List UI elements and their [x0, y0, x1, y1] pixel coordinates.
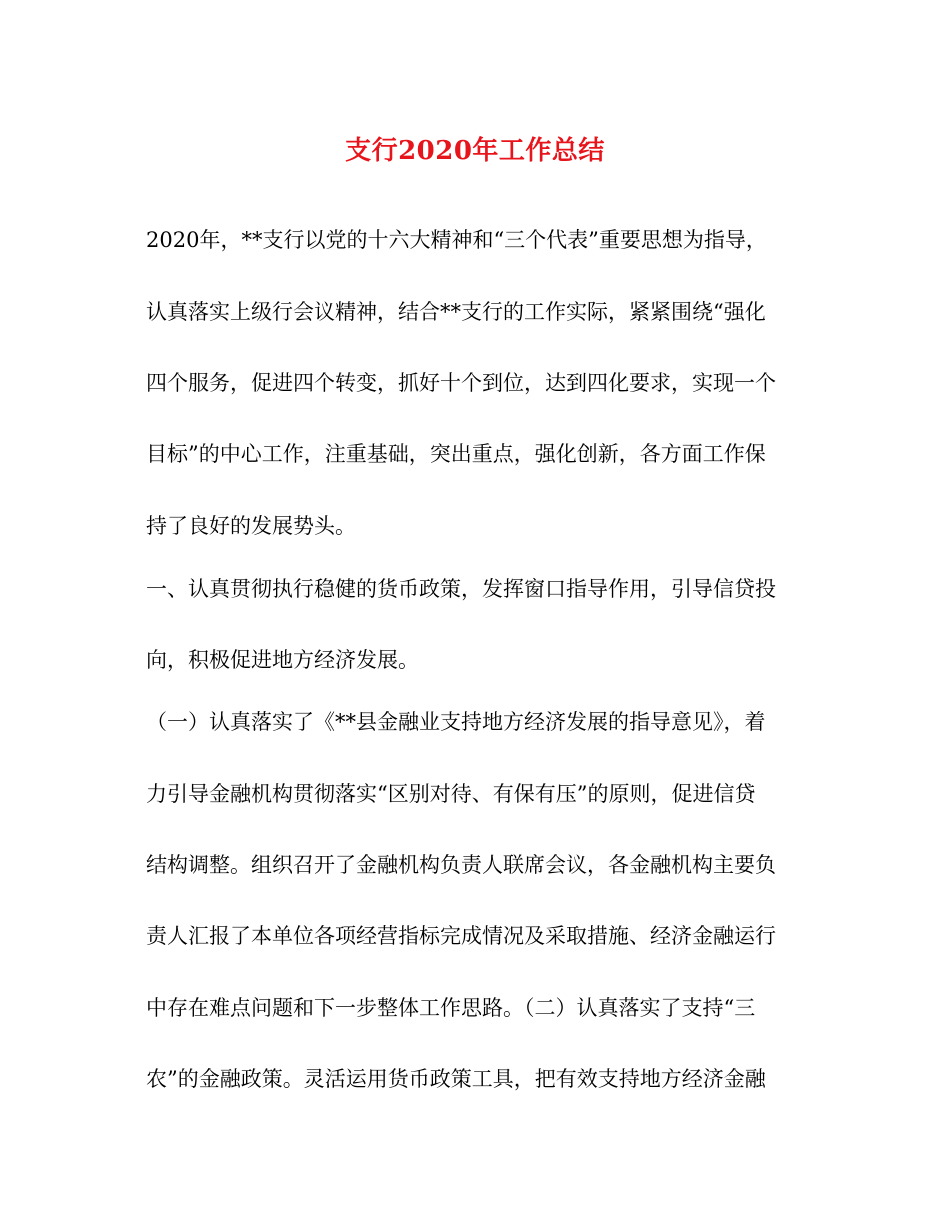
body-line: 认真落实上级行会议精神，结合**支行的工作实际，紧紧围绕“强化 — [146, 300, 766, 324]
body-line: 责人汇报了本单位各项经营指标完成情况及采取措施、经济金融运行 — [146, 924, 776, 948]
body-line: 目标”的中心工作，注重基础，突出重点，强化创新，各方面工作保 — [146, 442, 766, 466]
body-line: 2020年，**支行以党的十六大精神和“三个代表”重要思想为指导， — [146, 228, 767, 252]
body-line: 中存在难点问题和下一步整体工作思路。（二）认真落实了支持“三 — [146, 996, 756, 1020]
body-line: 力引导金融机构贯彻落实“区别对待、有保有压”的原则，促进信贷 — [146, 782, 756, 806]
body-line: 向，积极促进地方经济发展。 — [146, 648, 419, 672]
body-line: 结构调整。组织召开了金融机构负责人联席会议，各金融机构主要负 — [146, 853, 776, 877]
body-line: 一、认真贯彻执行稳健的货币政策，发挥窗口指导作用，引导信贷投 — [146, 577, 776, 601]
body-line: 四个服务，促进四个转变，抓好十个到位，达到四化要求，实现一个 — [146, 371, 776, 395]
body-line: （一）认真落实了《**县金融业支持地方经济发展的指导意见》，着 — [146, 710, 766, 734]
body-line: 农”的金融政策。灵活运用货币政策工具，把有效支持地方经济金融 — [146, 1067, 766, 1091]
body-line: 持了良好的发展势头。 — [146, 514, 356, 538]
document-title: 支行2020年工作总结 — [345, 136, 605, 166]
